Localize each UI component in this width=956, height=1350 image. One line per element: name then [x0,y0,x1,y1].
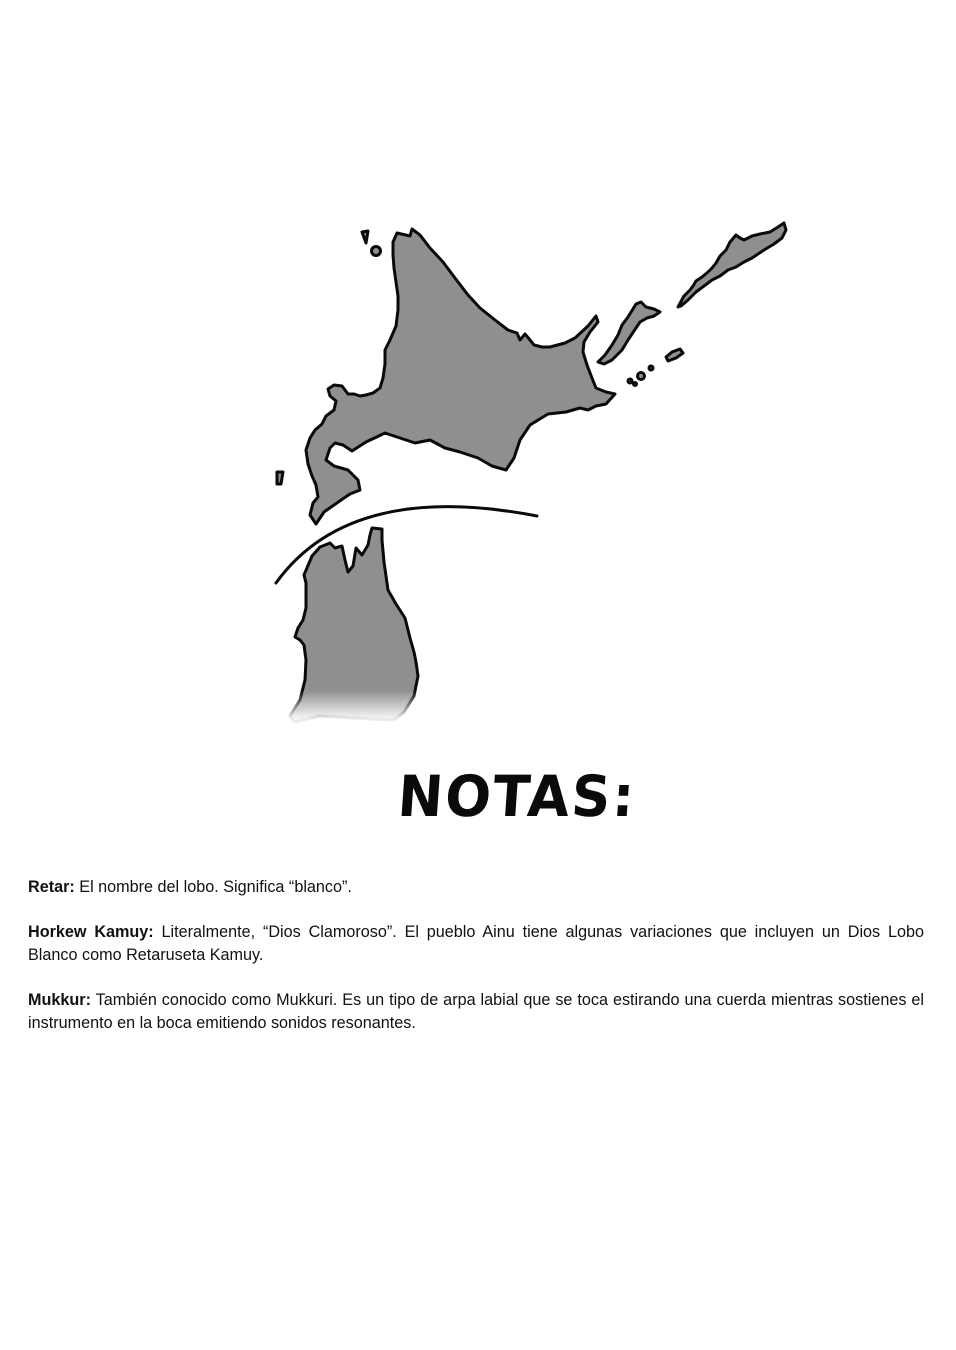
note-item [28,921,924,967]
island-rishiri [372,247,381,256]
note-text: El nombre del lobo. Significa “blanco”. [74,878,352,896]
notes-list [28,876,924,1057]
note-text: También conocido como Mukkuri. Es un tipo de arpa labial que se toca estirando una cuerda mientras sostienes el instrumento en la boca emitiendo sonidos resonantes. [28,991,924,1032]
note-item [28,989,924,1035]
notes-heading: NOTAS: [395,763,639,830]
island-iturup [678,223,786,307]
note-term: Retar: [28,878,75,896]
island-shikotan [666,349,683,361]
island-rebun [362,231,368,243]
island-okushiri [277,472,283,484]
note-term: Mukkur: [28,991,91,1009]
note-item [28,876,924,899]
note-term: Horkew Kamuy: [28,923,154,941]
note-text: Literalmente, “Dios Clamoroso”. El pueblo Ainu tiene algunas variaciones que incluyen un Dios Lobo Blanco como Retaruseta Kamuy. [28,923,924,964]
hokkaido-shape [306,229,615,524]
island-kunashir [598,302,660,364]
